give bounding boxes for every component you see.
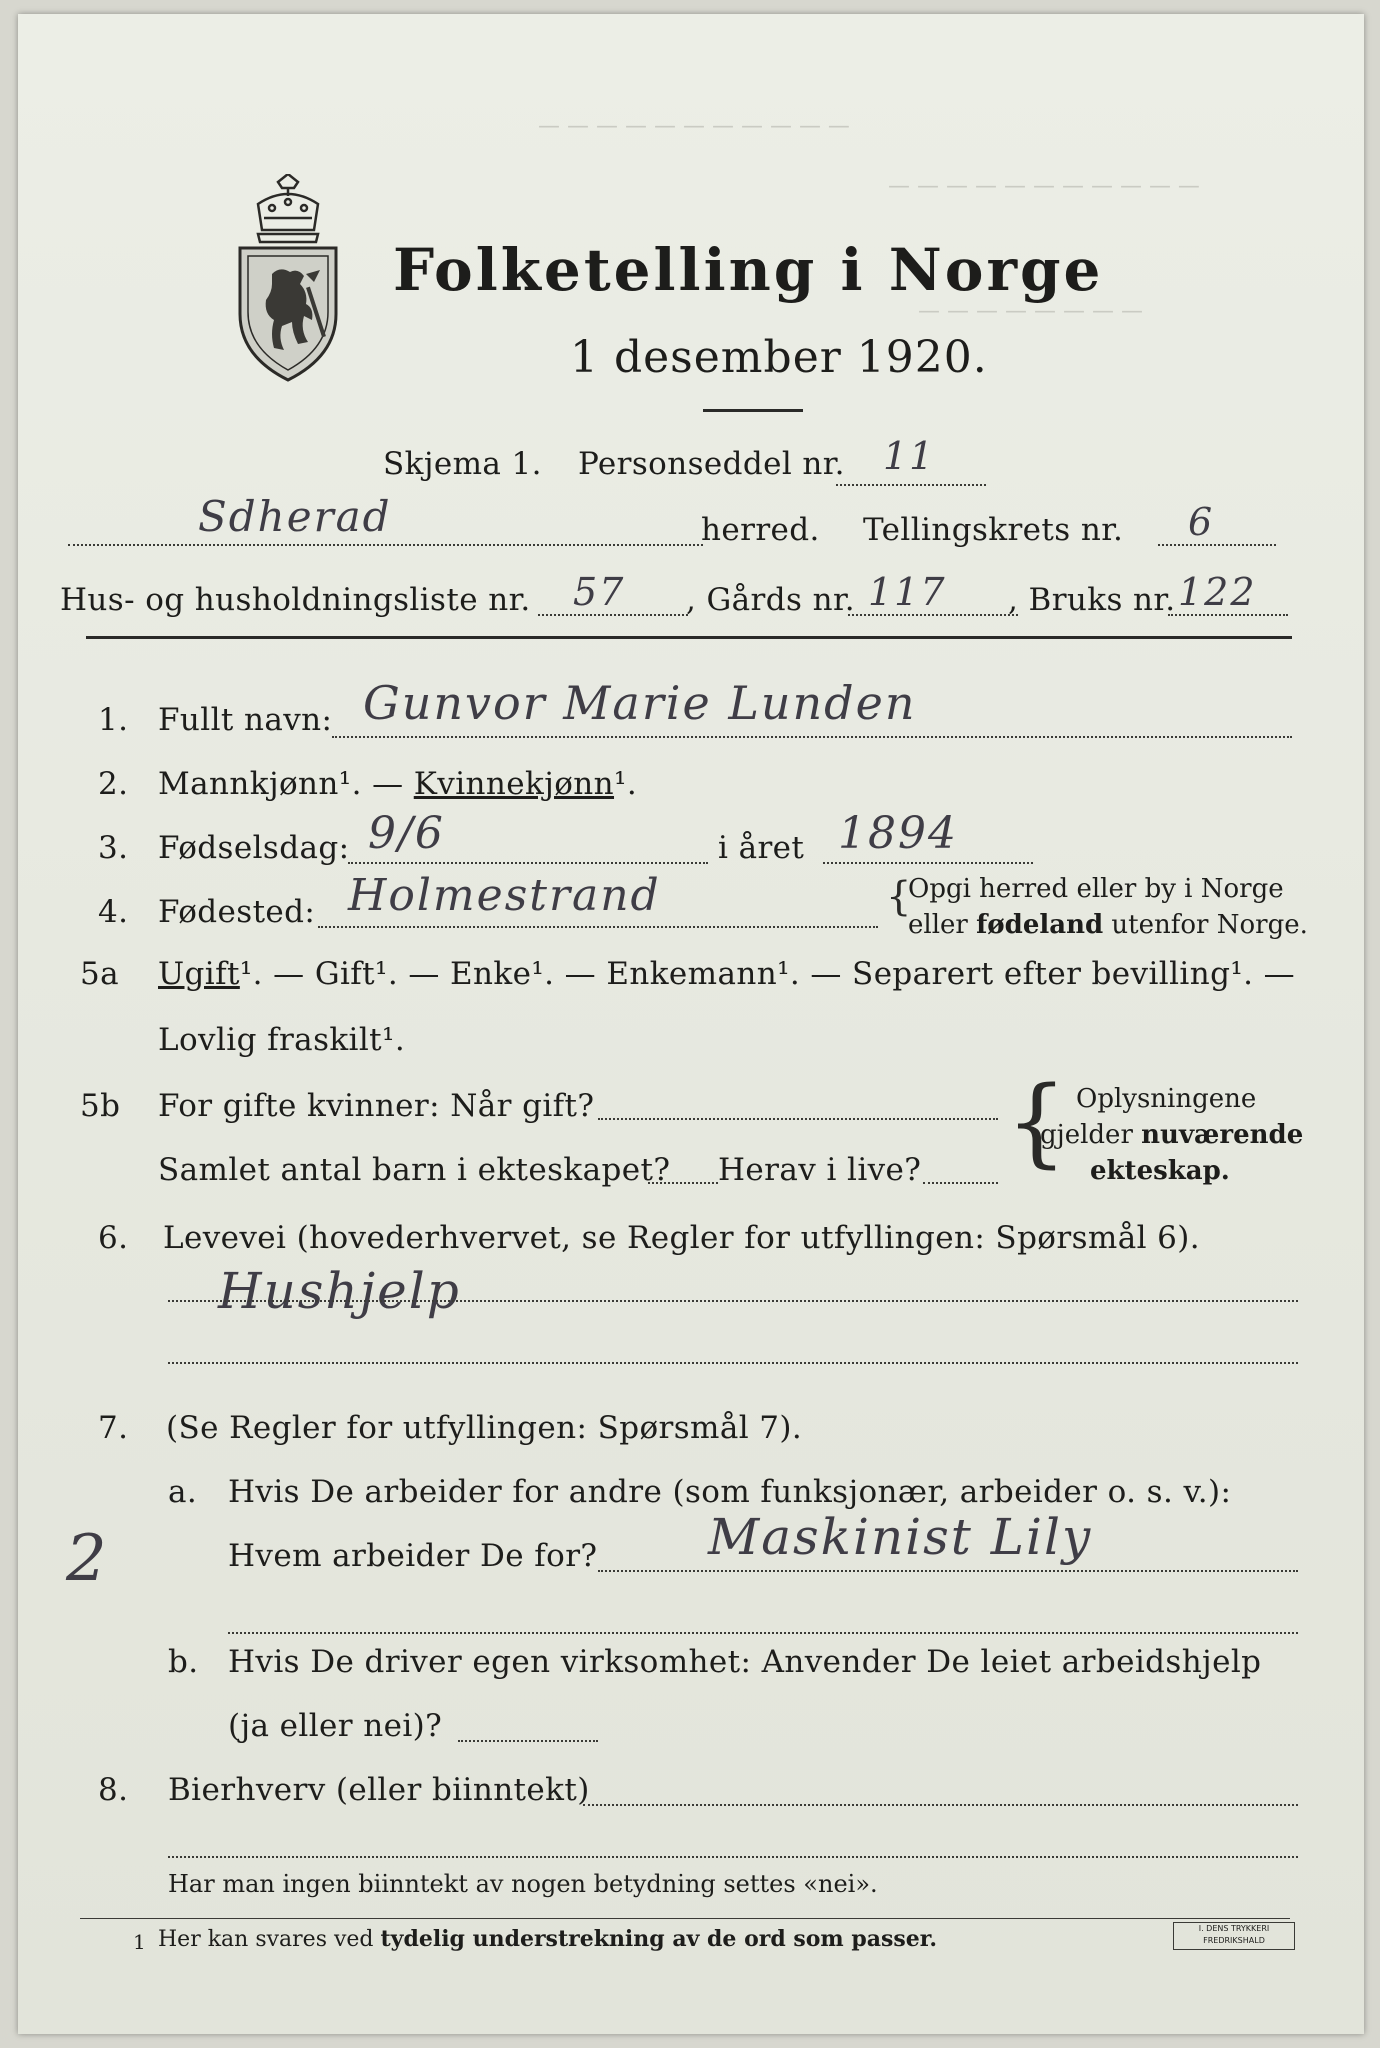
tellingskrets-line (1158, 544, 1276, 546)
herred-line (68, 544, 703, 546)
norwegian-coat-of-arms-icon (228, 174, 348, 388)
q5b-children-label: Samlet antal barn i ekteskapet? (158, 1152, 671, 1188)
gards-label: , Gårds nr. (686, 582, 856, 618)
bleed-through-text: — — — — — — — — (918, 299, 1143, 324)
footnote-text-bold: tydelig understrekning av de ord som passer. (380, 1926, 938, 1952)
q3-label: Fødselsdag: (158, 830, 350, 866)
q7-label: (Se Regler for utfyllingen: Spørsmål 7). (166, 1410, 803, 1446)
q2-option-line (158, 766, 637, 802)
husholdning-value[interactable]: 57 (573, 570, 626, 614)
q1-line (332, 736, 1292, 738)
q3-value[interactable]: 9/6 (368, 808, 445, 859)
census-form-sheet (18, 14, 1364, 2034)
printer-stamp: I. DENS TRYKKERI FREDRIKSHALD (1173, 1922, 1295, 1950)
bruks-label: , Bruks nr. (1008, 582, 1176, 618)
q7a-line2 (228, 1632, 1298, 1634)
q7-number: 7. (98, 1410, 129, 1446)
q2-footmark: ¹. (614, 766, 638, 802)
q2-number: 2. (98, 766, 129, 802)
q5b-alive-line (923, 1182, 998, 1184)
q3-line (348, 862, 708, 864)
q5b-brace: { (1006, 1066, 1068, 1178)
q5a-other-options[interactable]: ¹. — Gift¹. — Enke¹. — Enkemann¹. — Separert efter bevilling¹. — (239, 956, 1296, 992)
q5b-alive-label: Herav i live? (718, 1152, 922, 1188)
title-divider (703, 409, 803, 412)
q4-brace: { (886, 874, 912, 920)
q6-value[interactable]: Hushjelp (218, 1262, 461, 1320)
q5b-note-line3: ekteskap. (1090, 1156, 1230, 1186)
q4-line (318, 926, 878, 928)
q4-note-text-end: utenfor Norge. (1103, 910, 1308, 940)
q2-mannkjonn[interactable]: Mannkjønn¹. — (158, 766, 404, 802)
q4-number: 4. (98, 894, 129, 930)
q5b-note-line1: Oplysningene (1076, 1084, 1257, 1114)
q5b-note-bold: nuværende (1141, 1120, 1304, 1150)
q4-note-bold: fødeland (976, 910, 1104, 940)
gards-value[interactable]: 117 (868, 570, 947, 614)
tellingskrets-label: Tellingskrets nr. (863, 512, 1124, 548)
personseddel-value[interactable]: 11 (883, 434, 936, 478)
q5b-married-line (598, 1118, 998, 1120)
herred-label: herred. (701, 512, 820, 548)
q8-line1 (583, 1804, 1298, 1806)
husholdning-line (538, 614, 688, 616)
q7a-label: Hvis De arbeider for andre (som funksjonær, arbeider o. s. v.): (228, 1474, 1232, 1510)
footnote-text-start: Her kan svares ved (158, 1927, 381, 1952)
q5b-note-text: gjelder (1040, 1120, 1142, 1150)
q5a-number: 5a (80, 956, 120, 992)
tellingskrets-value[interactable]: 6 (1188, 500, 1215, 544)
q5b-children-line (648, 1182, 718, 1184)
form-date: 1 desember 1920. (570, 332, 988, 383)
q4-note-line2 (908, 910, 1308, 940)
herred-value[interactable]: Sdherad (198, 492, 392, 541)
q1-value[interactable]: Gunvor Marie Lunden (363, 676, 917, 730)
q7a-letter: a. (168, 1474, 198, 1510)
husholdning-label: Hus- og husholdningsliste nr. (60, 582, 531, 618)
q4-note-line1: Opgi herred eller by i Norge (908, 874, 1284, 904)
q4-note-text: eller (908, 910, 977, 940)
q8-label: Bierhverv (eller biinntekt) (168, 1772, 590, 1808)
q6-line1 (168, 1300, 1298, 1302)
header-divider (86, 636, 1292, 639)
q5a-line2[interactable]: Lovlig fraskilt¹. (158, 1022, 406, 1058)
q3-year-line (823, 862, 1033, 864)
footnote-divider (80, 1918, 1290, 1919)
q2-kvinnekjonn[interactable]: Kvinnekjønn (413, 766, 615, 802)
footnote-number: 1 (133, 1930, 146, 1954)
q4-value[interactable]: Holmestrand (348, 870, 661, 921)
q6-line2 (168, 1362, 1298, 1364)
q5a-ugift[interactable]: Ugift (158, 956, 240, 992)
q5a-options (158, 956, 1295, 992)
q4-label: Fødested: (158, 894, 316, 930)
q8-line2 (168, 1856, 1298, 1858)
footnote-text (158, 1926, 937, 1952)
q7a-question: Hvem arbeider De for? (228, 1538, 598, 1574)
q3-year-label: i året (718, 830, 805, 866)
q6-number: 6. (98, 1220, 129, 1256)
q1-number: 1. (98, 702, 129, 738)
q7b-question: (ja eller nei)? (228, 1708, 443, 1744)
q7b-line (458, 1740, 598, 1742)
footer-note: Har man ingen biinntekt av nogen betydning settes «nei». (168, 1870, 878, 1898)
gards-line (848, 614, 1018, 616)
q6-label: Levevei (hovederhvervet, se Regler for utfyllingen: Spørsmål 6). (163, 1220, 1201, 1256)
q5b-line1: For gifte kvinner: Når gift? (158, 1088, 595, 1124)
q7b-label: Hvis De driver egen virksomhet: Anvender De leiet arbeidshjelp (228, 1644, 1262, 1680)
bruks-line (1168, 614, 1288, 616)
q3-year-value[interactable]: 1894 (838, 808, 958, 859)
q5b-note-line2 (1040, 1120, 1303, 1150)
q1-label: Fullt navn: (158, 702, 333, 738)
q3-number: 3. (98, 830, 129, 866)
form-title: Folketelling i Norge (393, 236, 1104, 304)
bleed-through-text: — — — — — — — — — — — (888, 174, 1200, 199)
skjema-label: Skjema 1. (383, 446, 542, 482)
personseddel-label: Personseddel nr. (578, 446, 845, 482)
q7a-line1 (598, 1570, 1298, 1572)
q5b-number: 5b (80, 1088, 121, 1124)
q8-number: 8. (98, 1772, 129, 1808)
margin-mark: 2 (66, 1522, 109, 1596)
q7b-letter: b. (168, 1644, 199, 1680)
bruks-value[interactable]: 122 (1178, 570, 1257, 614)
bleed-through-text: — — — — — — — — — — — (538, 114, 850, 139)
personseddel-line (836, 484, 986, 486)
q7a-value[interactable]: Maskinist Lily (708, 1508, 1093, 1566)
